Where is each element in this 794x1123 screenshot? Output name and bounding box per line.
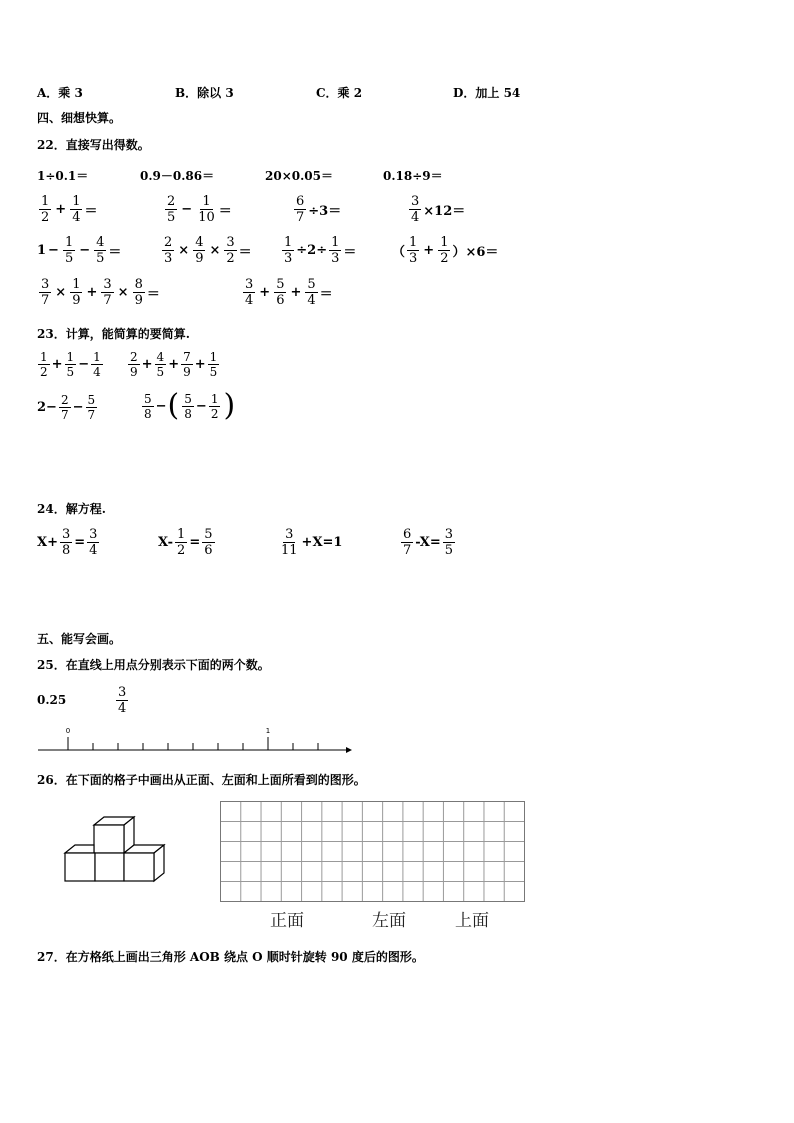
q22-expr-3: 20×0.05＝ [265,169,333,183]
fraction: $\frac{6}{7}$ [403,527,412,558]
fraction: $\frac{5}{6}$ [276,277,285,308]
fraction: $\frac{4}{5}$ [156,350,165,379]
q25-title: 25．在直线上用点分别表示下面的两个数。 [37,658,270,672]
fraction: $\frac{1}{3}$ [331,235,340,266]
fraction: $\frac{5}{4}$ [307,277,316,308]
q24-eq-3: $\frac{3}{11}$ +X=1 [281,527,343,558]
section-4-title: 四、细想快算。 [37,111,122,125]
fraction: $\frac{3}{4}$ [89,527,98,558]
q25-number-2 [114,685,130,716]
q23-expr-2: $\frac{2}{9}$ + $\frac{4}{5}$ + $\frac{7}{9}$ + $\frac{1}{5}$ [130,350,218,379]
cube-stack-figure [60,812,170,887]
q24-title: 24．解方程. [37,502,106,516]
fraction: $\frac{5}{6}$ [204,527,213,558]
fraction: $\frac{8}{9}$ [134,277,143,308]
fraction: $\frac{1}{5}$ [209,350,218,379]
q22-expr-7: $\frac{6}{7}$ ÷3＝ [296,194,342,225]
tick-label-0: 0 [65,727,71,735]
fraction: $\frac{1}{10}$ [198,194,215,225]
q22-expr-13: $\frac{3}{7}$ × $\frac{1}{9}$ + $\frac{3}{7}$ × $\frac{8}{9}$ ＝ [41,277,160,308]
fraction: $\frac{6}{7}$ [296,194,305,225]
q24-eq-4: $\frac{6}{7}$ -X= $\frac{3}{5}$ [403,527,453,558]
option-b: B．除以 3 [175,86,234,100]
q27-title: 27．在方格纸上画出三角形 AOB 绕点 O 顺时针旋转 90 度后的图形。 [37,950,424,964]
fraction: $\frac{3}{2}$ [226,235,235,266]
q23-title: 23．计算，能简算的要简算. [37,327,190,341]
fraction: $\frac{2}{7}$ [60,393,69,422]
fraction: $\frac{3}{5}$ [444,527,453,558]
q23-expr-1: $\frac{1}{2}$ + $\frac{1}{5}$ − $\frac{1}{4}$ [40,350,101,379]
q24-eq-1: X+ $\frac{3}{8}$ = $\frac{3}{4}$ [37,527,98,558]
q22-expr-2: 0.9－0.86＝ [140,169,215,183]
fraction: $\frac{3}{11}$ [281,527,298,558]
fraction: $\frac{4}{5}$ [96,235,105,266]
q25-number-1: 0.25 [37,693,67,707]
fraction: $\frac{1}{4}$ [93,350,101,379]
option-d: D．加上 54 [453,86,521,100]
q22-expr-1: 1÷0.1＝ [37,169,89,183]
q23-expr-3: 2 − $\frac{2}{7}$ − $\frac{5}{7}$ [37,393,96,422]
fraction: $\frac{3}{4}$ [411,194,420,225]
number-line [30,722,360,762]
fraction: $\frac{5}{7}$ [87,393,96,422]
fraction: $\frac{3}{4}$ [118,685,127,716]
q22-expr-5: $\frac{1}{2}$ + $\frac{1}{4}$ ＝ [41,194,98,225]
fraction: $\frac{1}{2}$ [40,350,48,379]
fraction: $\frac{3}{7}$ [41,277,50,308]
fraction: $\frac{1}{3}$ [284,235,293,266]
q22-expr-10: $\frac{2}{3}$ × $\frac{4}{9}$ × $\frac{3}{2}$ ＝ [164,235,252,266]
fraction: $\frac{1}{4}$ [72,194,81,225]
fraction: $\frac{1}{3}$ [409,235,418,266]
fraction: $\frac{7}{9}$ [183,350,191,379]
q22-expr-9: 1 − $\frac{1}{5}$ − $\frac{4}{5}$ ＝ [37,235,122,266]
front-view-label: 正面 [270,911,304,931]
fraction: $\frac{5}{8}$ [144,391,152,421]
fraction: $\frac{2}{3}$ [164,235,173,266]
q22-expr-8: $\frac{3}{4}$ ×12＝ [411,194,466,225]
q22-expr-6: $\frac{2}{5}$ − $\frac{1}{10}$ ＝ [167,194,232,225]
q26-title: 26．在下面的格子中画出从正面、左面和上面所看到的图形。 [37,773,366,787]
q23-expr-4: $\frac{5}{8}$ − ( $\frac{5}{8}$ − $\frac{1}{2}$ ) [144,388,236,423]
left-view-label: 左面 [372,911,406,931]
tick-label-1: 1 [265,727,271,735]
q22-expr-14: $\frac{3}{4}$ + $\frac{5}{6}$ + $\frac{5}{4}$ ＝ [245,277,333,308]
top-view-label: 上面 [455,911,489,931]
q22-expr-11: $\frac{1}{3}$ ÷2÷ $\frac{1}{3}$ ＝ [284,235,357,266]
fraction: $\frac{5}{8}$ [184,391,192,421]
q22-title: 22．直接写出得数。 [37,138,150,152]
fraction: $\frac{1}{2}$ [440,235,449,266]
fraction: $\frac{1}{2}$ [177,527,186,558]
drawing-grid[interactable] [219,800,527,905]
option-a: A．乘 3 [37,86,83,100]
fraction: $\frac{3}{4}$ [245,277,254,308]
q24-eq-2: X- $\frac{1}{2}$ = $\frac{5}{6}$ [158,527,213,558]
fraction: $\frac{1}{5}$ [66,350,75,379]
q22-expr-12: （ $\frac{1}{3}$ + $\frac{1}{2}$ ）×6＝ [392,235,499,266]
fraction: $\frac{1}{2}$ [210,391,219,421]
fraction: $\frac{2}{5}$ [167,194,176,225]
fraction: $\frac{1}{5}$ [64,235,74,266]
fraction: $\frac{3}{7}$ [103,277,112,308]
fraction: $\frac{4}{9}$ [195,235,204,266]
q22-expr-4: 0.18÷9＝ [383,169,443,183]
fraction: $\frac{1}{9}$ [72,277,81,308]
section-5-title: 五、能写会画。 [37,632,122,646]
fraction: $\frac{1}{2}$ [41,194,50,225]
option-c: C．乘 2 [316,86,363,100]
fraction: $\frac{3}{8}$ [61,527,71,558]
fraction: $\frac{2}{9}$ [130,350,138,379]
